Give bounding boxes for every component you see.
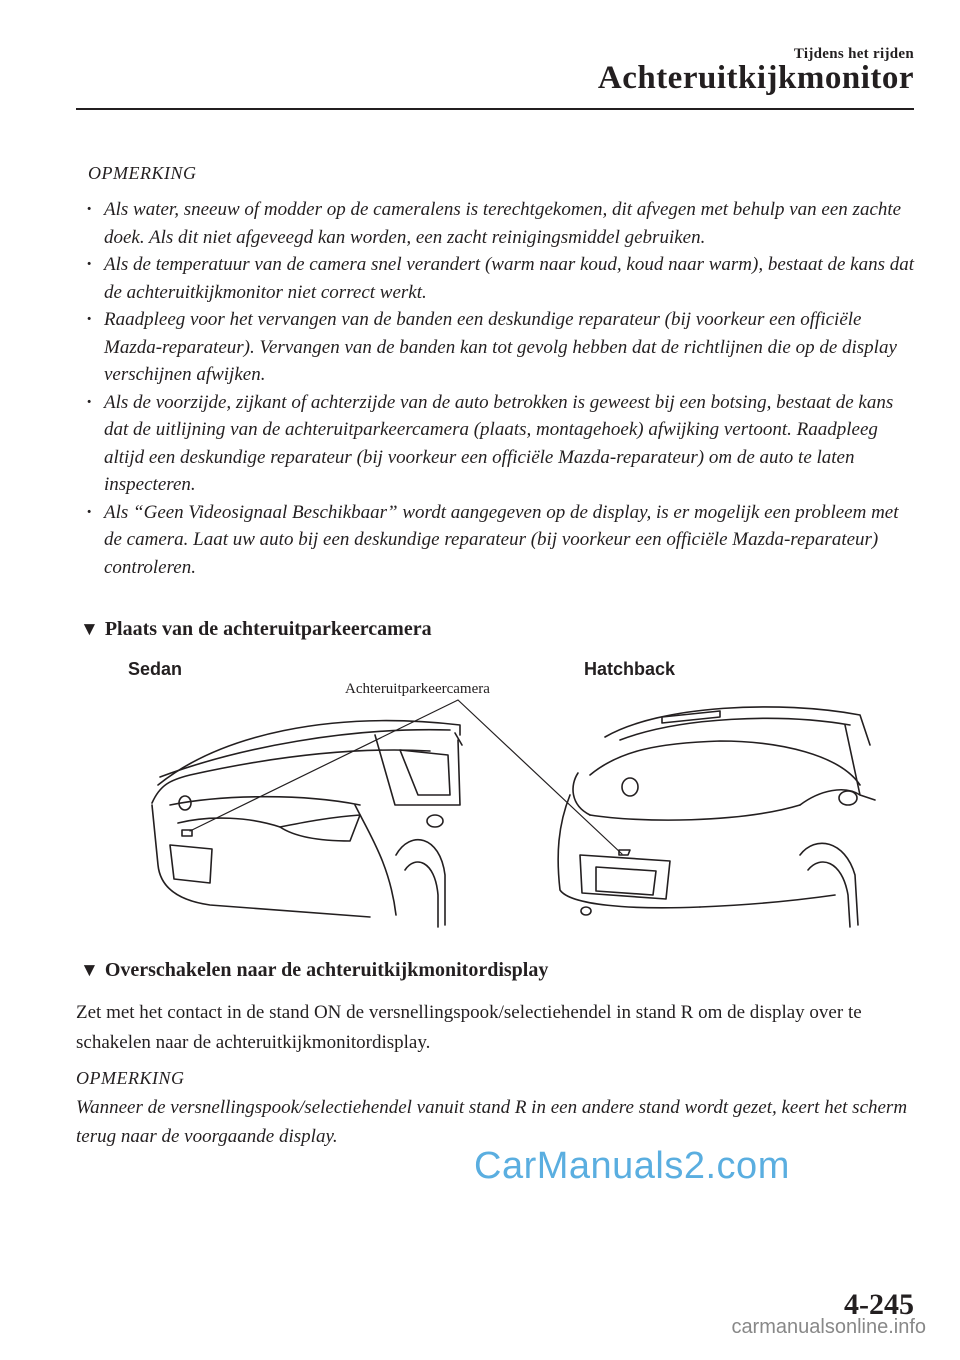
note-bullet-list xyxy=(76,196,916,581)
camera-location-figure xyxy=(100,655,880,935)
hatchback-label: Hatchback xyxy=(584,659,676,679)
bullet-dot: · xyxy=(86,501,93,523)
triangle-marker-icon: ▼ xyxy=(80,619,99,640)
cars-illustration xyxy=(100,655,880,935)
section-name: Tijdens het rijden xyxy=(793,46,914,62)
bullet-dot: · xyxy=(86,391,93,413)
bullet-dot: · xyxy=(86,199,93,220)
section-heading-display-switch: ▼ Overschakelen naar de achteruitkijkmonitordisplay xyxy=(80,959,549,981)
note-2-text: Wanneer de versnellingspook/selectiehendel vanuit stand R in een andere stand wordt gezet, keert het scherm terug naar de voorgaande display. xyxy=(76,1097,908,1147)
note-label-2: OPMERKING xyxy=(76,1068,185,1088)
page-number: 4-245 xyxy=(844,1288,914,1321)
note-label: OPMERKING xyxy=(88,163,197,183)
note-bullet: · Als de temperatuur van de camera snel verandert (warm naar koud, koud naar warm), bestaat de kans dat de achteruitkijkmonitor niet correct werkt. xyxy=(76,251,916,306)
bullet-dot: · xyxy=(86,254,93,275)
sedan-drawing xyxy=(152,721,462,927)
hatchback-drawing xyxy=(558,707,875,927)
note-bullet: · Als water, sneeuw of modder op de cameralens is terechtgekomen, dit afvegen met behulp van een zachte doek. Als dit niet afgeveegd kan worden, een zacht reinigingsmiddel gebruiken. xyxy=(76,196,916,251)
bullet-dot: · xyxy=(86,309,93,330)
watermark-link[interactable]: CarManuals2.com xyxy=(474,1145,790,1187)
note-bullet: · Als de voorzijde, zijkant of achterzijde van de auto betrokken is geweest bij een botsing, bestaat de kans dat de uitlijning van de achteruitparkeercamera (plaats, montagehoek) afwijking vertoont. Raadpleeg altijd een deskundige reparateur (bij voorkeur een officiële Mazda-reparateur) om de auto te laten inspecteren. xyxy=(76,389,916,499)
header-rule xyxy=(76,108,914,110)
sedan-label: Sedan xyxy=(128,659,183,679)
display-switch-instructions: Zet met het contact in de stand ON de versnellingspook/selectiehendel in stand R om de display over te schakelen naar de achteruitkijkmonitordisplay. xyxy=(76,1002,862,1053)
footer-watermark: carmanualsonline.info xyxy=(731,1316,926,1338)
camera-callout-label: Achteruitparkeercamera xyxy=(345,681,490,697)
triangle-marker-icon: ▼ xyxy=(80,960,99,981)
section-heading-camera-location: ▼ Plaats van de achteruitparkeercamera xyxy=(80,618,432,640)
note-bullet: · Als “Geen Videosignaal Beschikbaar” wordt aangegeven op de display, is er mogelijk een probleem met de camera. Laat uw auto bij een deskundige reparateur (bij voorkeur een officiële Mazda-reparateur) controleren. xyxy=(76,499,916,582)
page-title: Achteruitkijkmonitor xyxy=(597,60,914,96)
note-bullet: · Raadpleeg voor het vervangen van de banden een deskundige reparateur (bij voorkeur een officiële Mazda-reparateur). Vervangen van de banden kan tot gevolg hebben dat de richtlijnen die op de display verschijnen afwijken. xyxy=(76,306,916,389)
